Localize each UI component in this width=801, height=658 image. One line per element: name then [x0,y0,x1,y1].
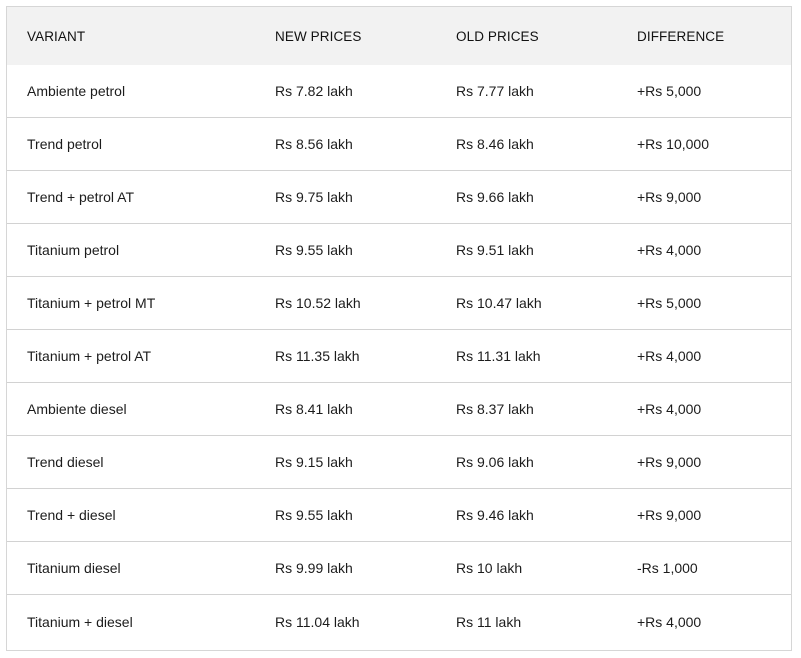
cell-old-price: Rs 11.31 lakh [436,330,617,383]
cell-new-price: Rs 9.75 lakh [255,171,436,224]
cell-variant: Trend diesel [7,436,255,489]
cell-difference: +Rs 9,000 [617,171,791,224]
cell-old-price: Rs 9.06 lakh [436,436,617,489]
cell-old-price: Rs 8.46 lakh [436,118,617,171]
cell-old-price: Rs 11 lakh [436,595,617,649]
cell-new-price: Rs 9.55 lakh [255,224,436,277]
cell-old-price: Rs 7.77 lakh [456,83,534,99]
cell-new-price: Rs 9.55 lakh [255,489,436,542]
table-row [7,383,791,436]
cell-variant: Titanium petrol [7,224,255,277]
cell-difference: +Rs 5,000 [617,277,791,330]
table-row [7,65,791,118]
table-row [7,224,791,277]
cell-new-price: Rs 8.56 lakh [255,118,436,171]
cell-difference: +Rs 5,000 [637,83,702,99]
table-row [7,277,791,330]
cell-difference: +Rs 4,000 [617,330,791,383]
cell-variant: Trend + diesel [7,489,255,542]
cell-new-price: Rs 10.52 lakh [255,277,436,330]
cell-variant: Titanium + diesel [7,595,255,649]
cell-difference: +Rs 9,000 [617,489,791,542]
table-row [7,118,791,171]
table-row [7,595,791,649]
price-table-container [6,6,792,651]
cell-variant: Ambiente petrol [27,83,126,99]
table-row [7,171,791,224]
table-row [7,489,791,542]
cell-variant: Titanium + petrol MT [7,277,255,330]
cell-new-price: Rs 11.35 lakh [255,330,436,383]
cell-new-price: Rs 8.41 lakh [255,383,436,436]
table-header [7,7,791,65]
cell-new-price: Rs 7.82 lakh [275,83,353,99]
header-difference: DIFFERENCE [617,7,791,65]
cell-difference: +Rs 10,000 [617,118,791,171]
cell-old-price: Rs 10 lakh [436,542,617,595]
table-body [7,65,791,648]
header-variant: VARIANT [7,7,255,65]
cell-old-price: Rs 8.37 lakh [436,383,617,436]
table-row [7,436,791,489]
cell-new-price: Rs 9.15 lakh [255,436,436,489]
cell-old-price: Rs 9.66 lakh [436,171,617,224]
cell-variant: Titanium diesel [7,542,255,595]
cell-variant: Trend + petrol AT [7,171,255,224]
cell-old-price: Rs 10.47 lakh [436,277,617,330]
header-row [7,7,791,65]
cell-variant: Titanium + petrol AT [7,330,255,383]
cell-difference: -Rs 1,000 [617,542,791,595]
header-new-prices: NEW PRICES [255,7,436,65]
table-row [7,330,791,383]
cell-difference: +Rs 4,000 [617,383,791,436]
cell-difference: +Rs 4,000 [617,224,791,277]
cell-old-price: Rs 9.46 lakh [436,489,617,542]
cell-new-price: Rs 9.99 lakh [255,542,436,595]
price-table [7,7,791,648]
cell-difference: +Rs 4,000 [617,595,791,649]
cell-new-price: Rs 11.04 lakh [255,595,436,649]
cell-difference: +Rs 9,000 [617,436,791,489]
cell-variant: Trend petrol [7,118,255,171]
header-old-prices: OLD PRICES [436,7,617,65]
cell-variant: Ambiente diesel [7,383,255,436]
cell-old-price: Rs 9.51 lakh [436,224,617,277]
table-row [7,542,791,595]
